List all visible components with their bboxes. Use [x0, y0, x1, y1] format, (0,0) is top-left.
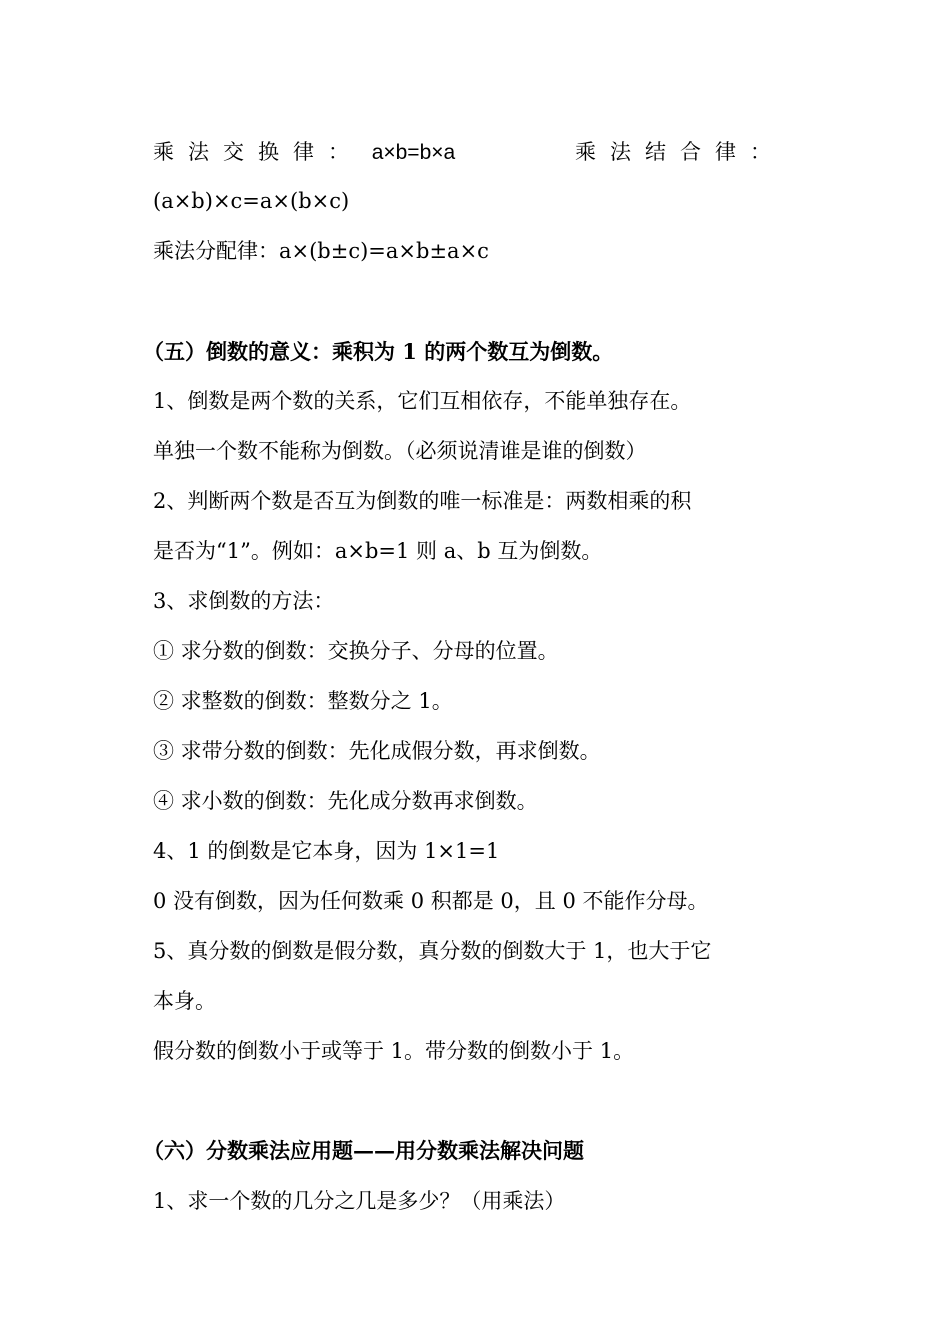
section-5-line-14: 假分数的倒数小于或等于 1。带分数的倒数小于 1。	[153, 1039, 635, 1063]
section-5-line-10: 4、1 的倒数是它本身，因为 1×1=1	[153, 839, 500, 863]
section-5-line-6: ① 求分数的倒数：交换分子、分母的位置。	[153, 639, 559, 663]
section-5-line-2: 单独一个数不能称为倒数。（必须说清谁是谁的倒数）	[153, 439, 647, 463]
commutative-law-formula: a×b=b×a	[371, 141, 456, 164]
section-6-line-1: 1、求一个数的几分之几是多少？（用乘法）	[153, 1189, 566, 1213]
section-5-line-1: 1、倒数是两个数的关系，它们互相依存，不能单独存在。	[153, 389, 692, 413]
section-5-line-8: ③ 求带分数的倒数：先化成假分数，再求倒数。	[153, 739, 601, 763]
laws-line-1	[153, 137, 455, 168]
section-5-line-4: 是否为“1”。例如：a×b=1 则 a、b 互为倒数。	[153, 539, 603, 563]
section-5-line-11: 0 没有倒数，因为任何数乘 0 积都是 0，且 0 不能作分母。	[153, 889, 709, 913]
commutative-law-label: 乘法交换律：	[153, 140, 363, 164]
section-5-line-13: 本身。	[153, 989, 216, 1013]
section-5-line-3: 2、判断两个数是否互为倒数的唯一标准是：两数相乘的积	[153, 489, 692, 513]
associative-law-label-wrap	[575, 137, 785, 167]
section-5-line-9: ④ 求小数的倒数：先化成分数再求倒数。	[153, 789, 538, 813]
section-5-line-5: 3、求倒数的方法：	[153, 589, 335, 613]
section-5-line-7: ② 求整数的倒数：整数分之 1。	[153, 689, 453, 713]
associative-law-formula: (a×b)×c=a×(b×c)	[153, 189, 350, 213]
section-5-line-12: 5、真分数的倒数是假分数，真分数的倒数大于 1，也大于它	[153, 939, 712, 963]
section-5-heading: （五）倒数的意义：乘积为 1 的两个数互为倒数。	[143, 339, 614, 364]
section-6-heading: （六）分数乘法应用题——用分数乘法解决问题	[143, 1138, 584, 1163]
associative-law-label: 乘法结合律：	[575, 140, 785, 164]
distributive-law: 乘法分配律：a×(b±c)=a×b±a×c	[153, 239, 489, 263]
